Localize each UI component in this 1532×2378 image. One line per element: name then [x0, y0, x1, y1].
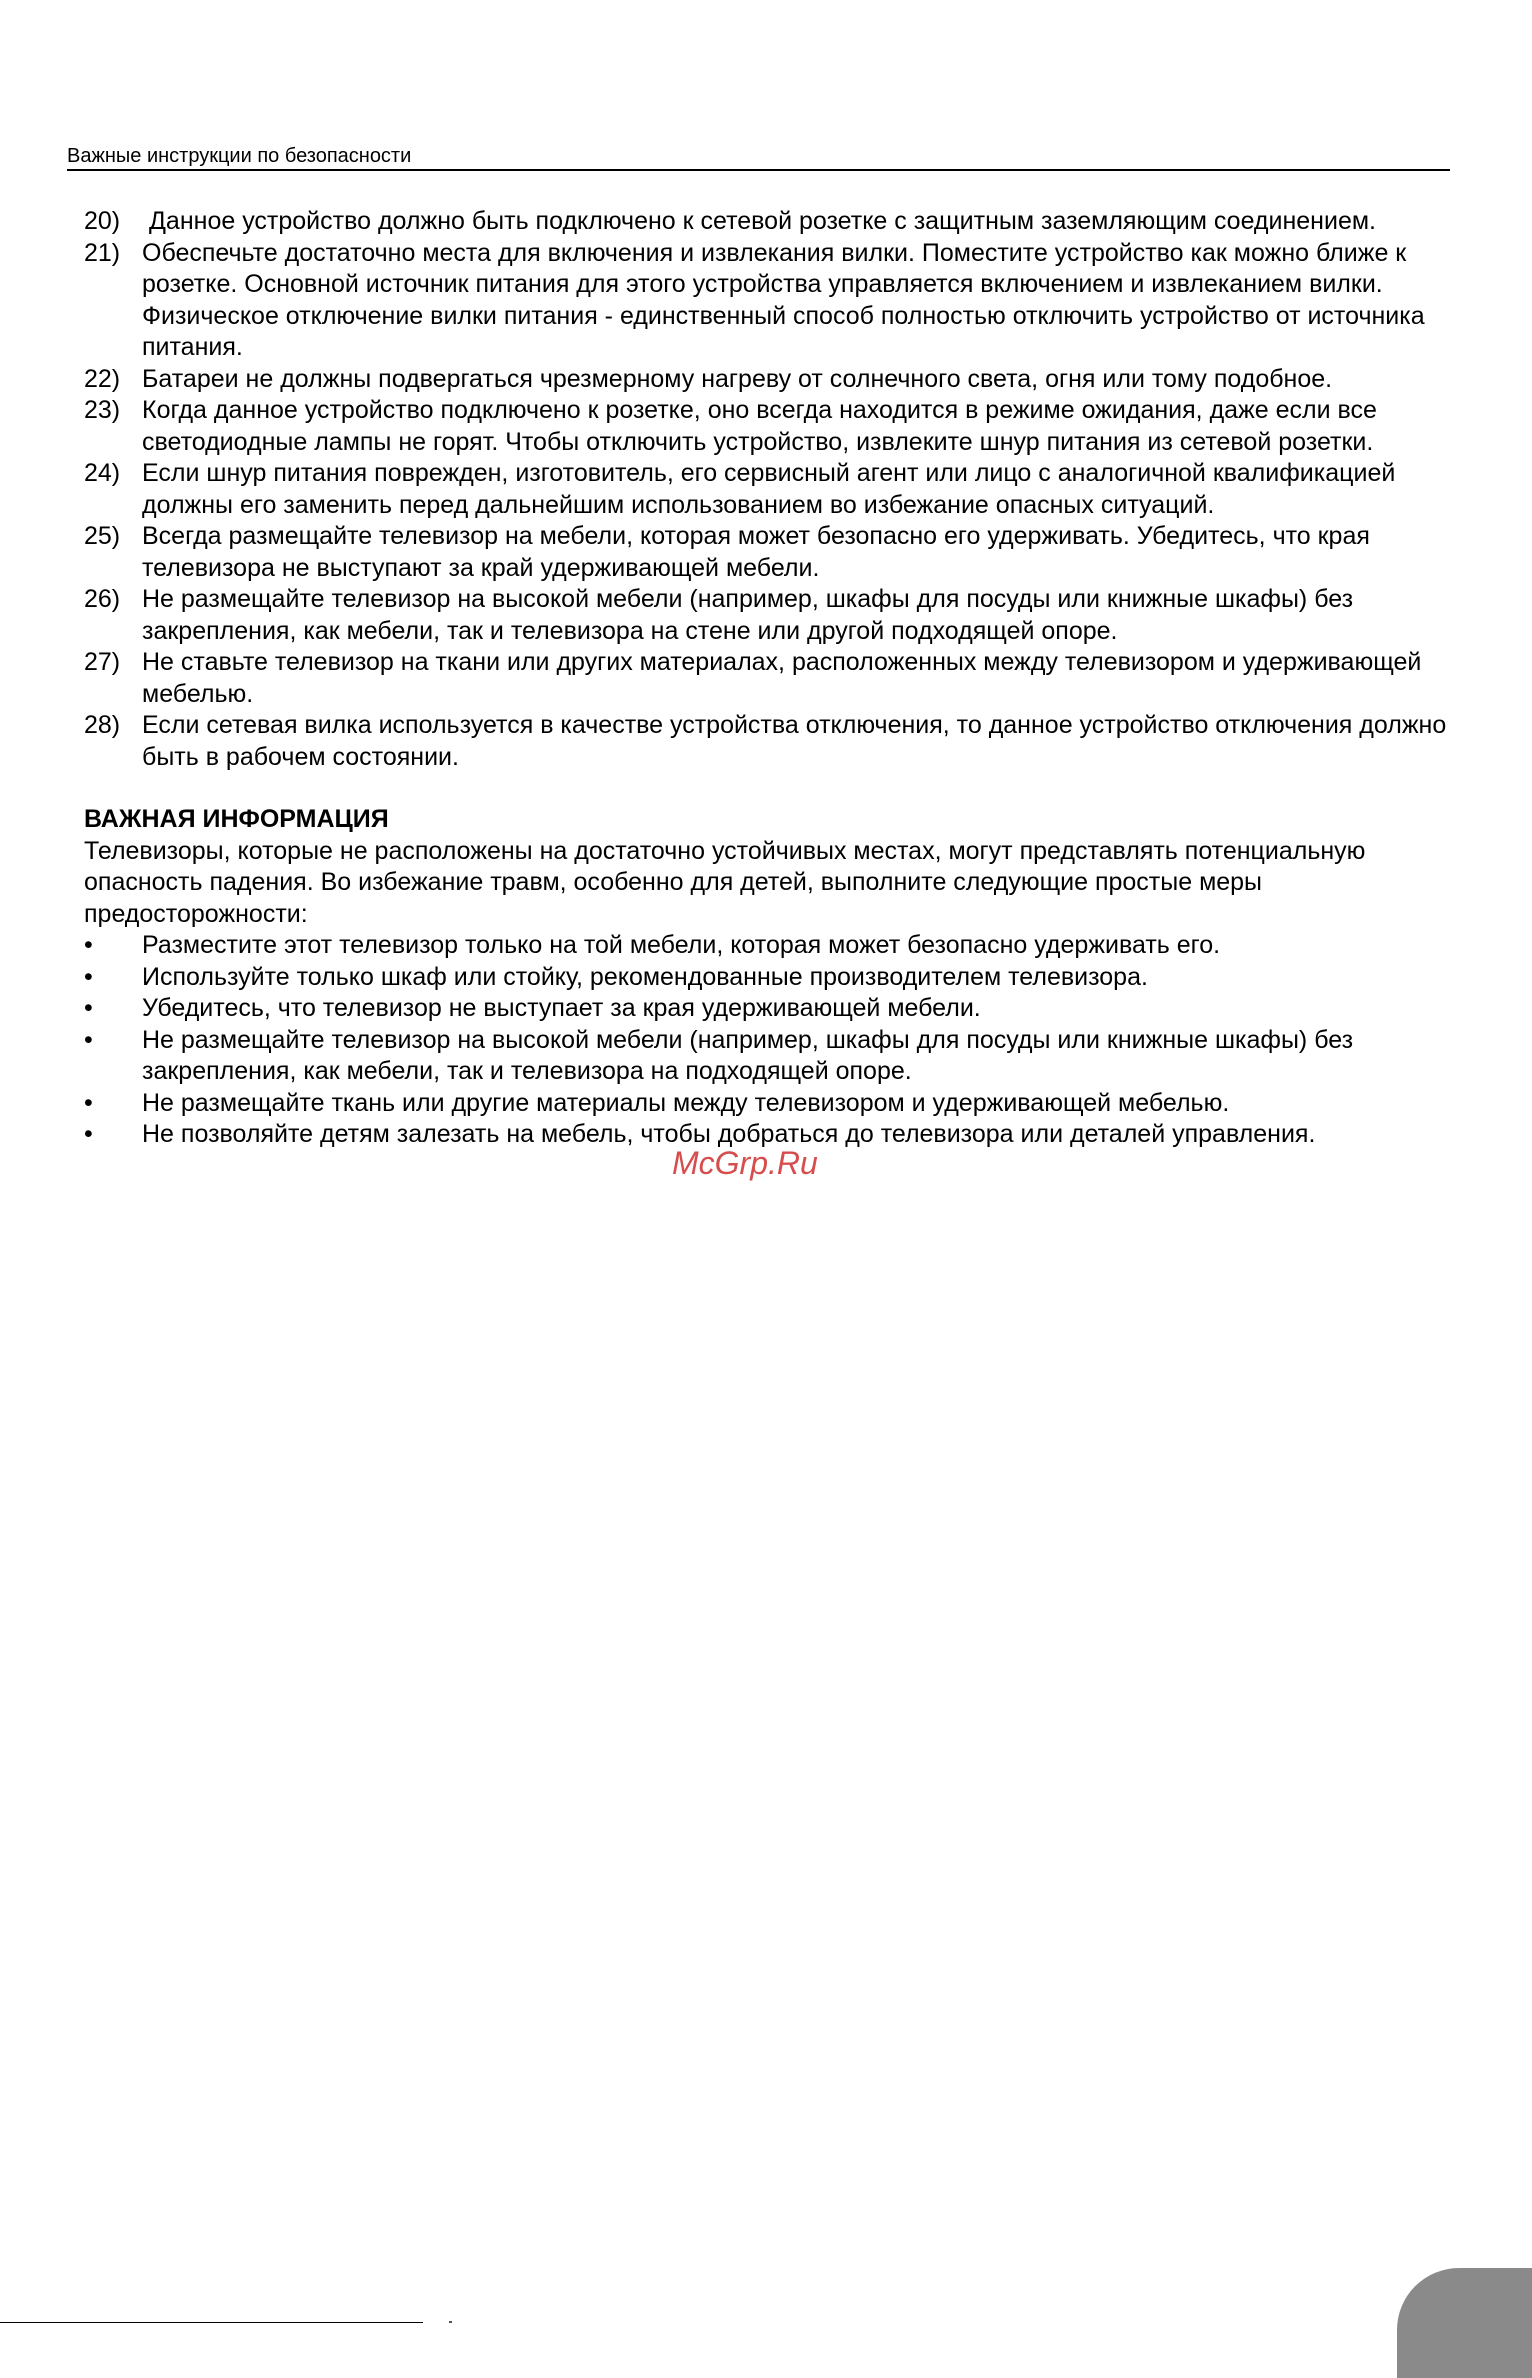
page-header — [67, 143, 1450, 171]
item-text: Не размещайте телевизор на высокой мебели (например, шкафы для посуды или книжные шкафы) без закрепления, как мебели, так и телевизора на стене или другой подходящей опоре. — [142, 585, 1354, 645]
bullet-text: Убедитесь, что телевизор не выступает за края удерживающей мебели. — [142, 994, 981, 1022]
list-item — [84, 584, 1454, 647]
item-text: Если сетевая вилка используется в качестве устройства отключения, то данное устройство отключения должно быть в рабочем состоянии. — [142, 711, 1447, 771]
list-item — [84, 962, 1454, 994]
item-number: 24) — [84, 459, 121, 487]
list-item — [84, 458, 1454, 521]
bullet-text: Используйте только шкаф или стойку, рекомендованные производителем телевизора. — [142, 962, 1148, 991]
bullet-text: Не размещайте ткань или другие материалы между телевизором и удерживающей мебелью. — [142, 1088, 1230, 1117]
list-item — [84, 1025, 1454, 1088]
item-number: 26) — [84, 585, 121, 613]
bullet-icon: • — [84, 1088, 93, 1117]
bullet-text: Разместите этот телевизор только на той мебели, которая может безопасно удерживать его. — [142, 931, 1221, 959]
list-item — [84, 364, 1454, 396]
footer-mark — [449, 2321, 452, 2323]
item-number: 28) — [84, 711, 121, 739]
list-item — [84, 206, 1454, 238]
list-item — [84, 521, 1454, 584]
list-item — [84, 1088, 1454, 1120]
item-text: Не ставьте телевизор на ткани или других материалах, расположенных между телевизором и удерживающей мебелью. — [142, 648, 1422, 708]
bullet-text: Не позволяйте детям залезать на мебель, чтобы добраться до телевизора или деталей управления. — [142, 1120, 1316, 1148]
page-number-tab — [1397, 2268, 1532, 2378]
item-number: 25) — [84, 522, 121, 550]
item-number: 27) — [84, 648, 121, 676]
bullet-icon: • — [84, 962, 93, 991]
precautions-list — [84, 930, 1454, 1151]
important-intro: Телевизоры, которые не расположены на достаточно устойчивых местах, могут представлять потенциальную опасность падения. Во избежание травм, особенно для детей, выполните следующие простые меры предосторожности: — [84, 836, 1366, 928]
item-number: 22) — [84, 364, 121, 393]
bullet-icon: • — [84, 1025, 93, 1054]
list-item — [84, 395, 1454, 458]
item-text: Обеспечьте достаточно места для включения и извлекания вилки. Поместите устройство как можно ближе к розетке. Основной источник питания для этого устройства управляется включением и извлеканием вилки. Физическое отключение вилки питания - единственный способ полностью отключить устройство от источника питания. — [142, 238, 1425, 361]
item-text: Всегда размещайте телевизор на мебели, которая может безопасно его удерживать. Убедитесь, что края телевизора не выступают за край удерживающей мебели. — [142, 522, 1370, 582]
content — [84, 206, 1454, 1151]
footer-divider — [0, 2322, 423, 2323]
list-item — [84, 238, 1454, 364]
item-text: Данное устройство должно быть подключено к сетевой розетке с защитным заземляющим соединением. — [149, 207, 1376, 235]
numbered-instructions — [84, 206, 1454, 773]
bullet-icon: • — [84, 994, 93, 1022]
item-number: 21) — [84, 238, 121, 267]
header-title: Важные инструкции по безопасности — [67, 145, 412, 167]
list-item — [84, 930, 1454, 962]
item-text: Когда данное устройство подключено к розетке, оно всегда находится в режиме ожидания, даже если все светодиодные лампы не горят. Чтобы отключить устройство, извлеките шнур питания из сетевой розетки. — [142, 396, 1377, 456]
list-item — [84, 993, 1454, 1025]
bullet-icon: • — [84, 1120, 93, 1148]
list-item — [84, 647, 1454, 710]
list-item — [84, 710, 1454, 773]
important-section-title: ВАЖНАЯ ИНФОРМАЦИЯ — [84, 805, 389, 833]
item-number: 20) — [84, 207, 121, 235]
bullet-icon: • — [84, 931, 93, 959]
item-number: 23) — [84, 396, 121, 424]
bullet-text: Не размещайте телевизор на высокой мебели (например, шкафы для посуды или книжные шкафы) без закрепления, как мебели, так и телевизора на подходящей опоре. — [142, 1025, 1354, 1085]
watermark: McGrp.Ru — [672, 1145, 818, 1181]
item-text: Батареи не должны подвергаться чрезмерному нагреву от солнечного света, огня или тому подобное. — [142, 364, 1333, 393]
item-text: Если шнур питания поврежден, изготовитель, его сервисный агент или лицо с аналогичной квалификацией должны его заменить перед дальнейшим использованием во избежание опасных ситуаций. — [142, 459, 1396, 519]
